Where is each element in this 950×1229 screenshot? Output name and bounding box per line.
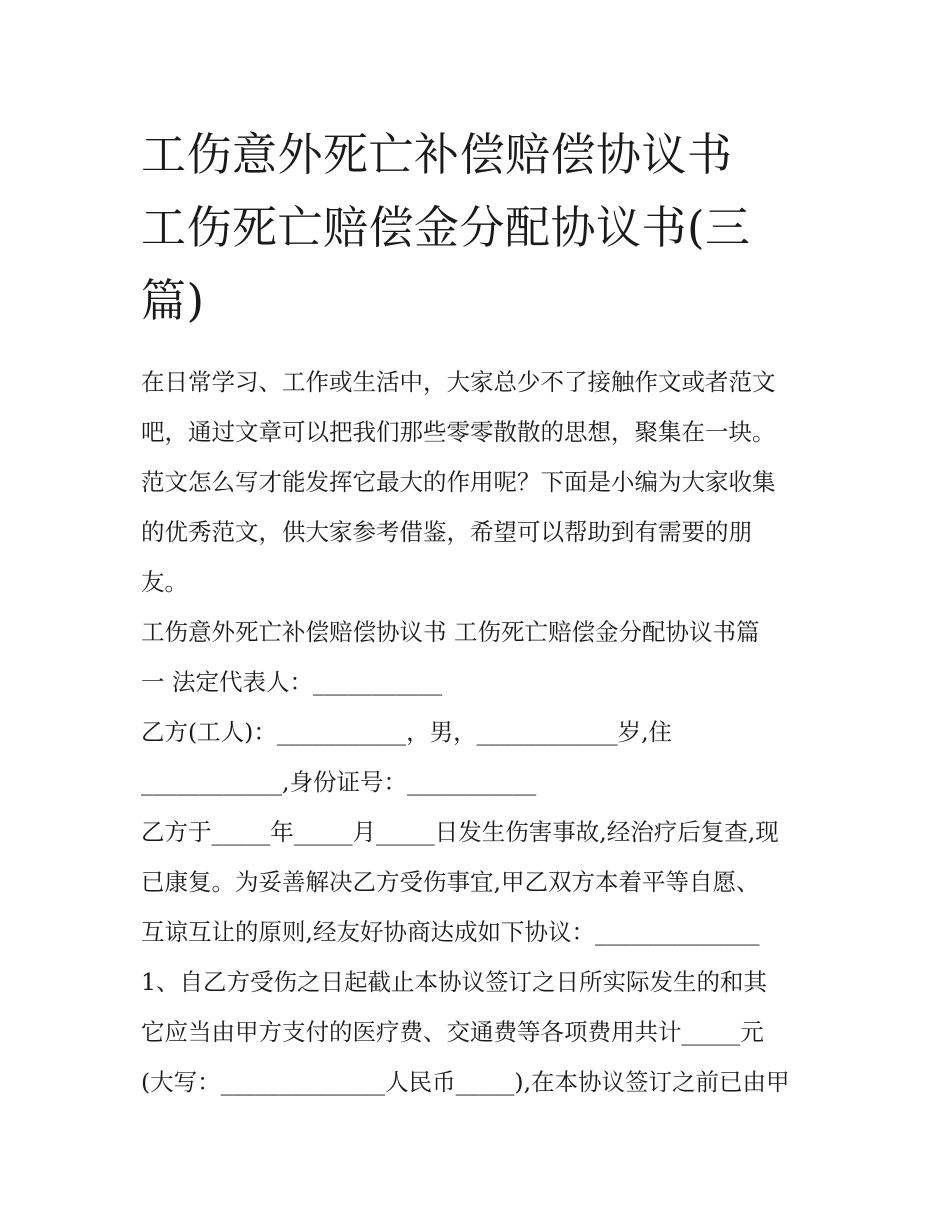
body-line: 乙方于_____年_____月_____日发生伤害事故,经治疗后复查,现 (141, 818, 779, 846)
title-line: 工伤意外死亡补偿赔偿协议书 (141, 128, 733, 181)
body-line: 互谅互让的原则,经友好协商达成如下协议：______________ (141, 918, 760, 946)
body-line: 范文怎么写才能发挥它最大的作用呢？下面是小编为大家收集 (141, 468, 776, 496)
body-line: (大写：______________人民币_____),在本协议签订之前已由甲 (141, 1068, 790, 1096)
document-title (141, 118, 821, 337)
body-line: 1、自乙方受伤之日起截止本协议签订之日所实际发生的和其 (141, 968, 767, 996)
document-body (141, 357, 831, 1107)
body-line: 吧，通过文章可以把我们那些零零散散的思想，聚集在一块。 (141, 418, 776, 446)
title-line: 篇) (141, 274, 205, 327)
body-line: 乙方(工人)：___________，男，____________岁,住 (141, 718, 673, 746)
body-line: 一 法定代表人：___________ (141, 668, 443, 696)
body-line: ____________,身份证号：___________ (141, 768, 537, 796)
body-line: 它应当由甲方支付的医疗费、交通费等各项费用共计_____元 (141, 1018, 764, 1046)
body-line: 在日常学习、工作或生活中，大家总少不了接触作文或者范文 (141, 368, 776, 396)
body-line: 友。 (141, 568, 188, 596)
title-line: 工伤死亡赔偿金分配协议书(三 (141, 201, 751, 254)
body-line: 的优秀范文，供大家参考借鉴，希望可以帮助到有需要的朋 (141, 518, 752, 546)
body-line: 工伤意外死亡补偿赔偿协议书 工伤死亡赔偿金分配协议书篇 (141, 618, 760, 646)
body-line: 已康复。为妥善解决乙方受伤事宜,甲乙双方本着平等自愿、 (141, 868, 760, 896)
